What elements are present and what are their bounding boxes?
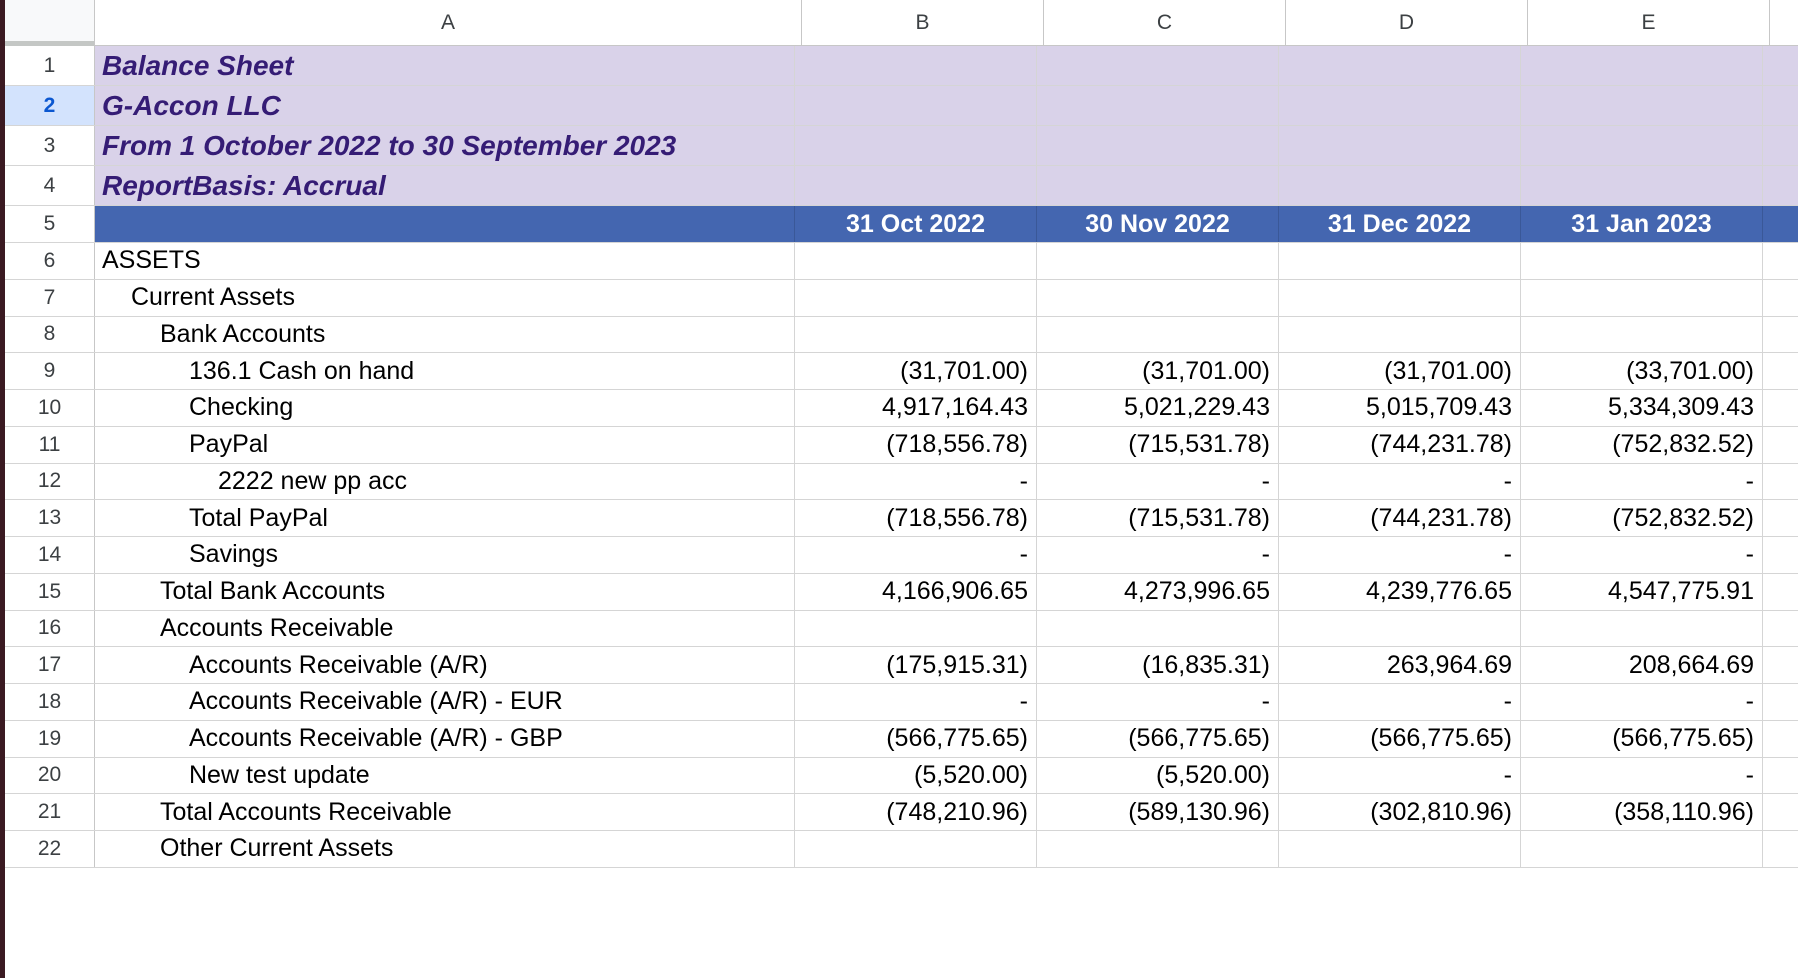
- value-cell[interactable]: (16,835.31): [1037, 647, 1279, 683]
- value-cell[interactable]: (752,832.52): [1521, 427, 1763, 463]
- sheet-row: [5, 427, 1798, 464]
- sheet-row: [5, 574, 1798, 611]
- column-header-e[interactable]: E: [1528, 0, 1770, 46]
- title-cell[interactable]: Balance Sheet: [95, 46, 795, 85]
- date-header-cell[interactable]: 31 Jan 2023: [1521, 206, 1763, 242]
- value-cell[interactable]: [1037, 280, 1279, 316]
- sheet-row: [5, 166, 1798, 206]
- cell-overflow: [1763, 46, 1798, 85]
- row-header[interactable]: 13: [5, 500, 95, 536]
- value-cell[interactable]: (358,110.96): [1521, 794, 1763, 830]
- row-header[interactable]: 5: [5, 206, 95, 242]
- cell-overflow: [1763, 206, 1798, 242]
- cell-overflow: [1763, 317, 1798, 353]
- account-label-cell[interactable]: Savings: [95, 537, 795, 573]
- cell[interactable]: [795, 166, 1037, 205]
- value-cell[interactable]: [1521, 280, 1763, 316]
- cell[interactable]: [1279, 46, 1521, 85]
- account-label-cell[interactable]: 2222 new pp acc: [95, 464, 795, 500]
- value-cell[interactable]: (175,915.31): [795, 647, 1037, 683]
- sheet-row: [5, 243, 1798, 280]
- value-cell[interactable]: [1037, 831, 1279, 867]
- value-cell[interactable]: [1279, 611, 1521, 647]
- value-cell[interactable]: -: [1279, 537, 1521, 573]
- value-cell[interactable]: -: [795, 537, 1037, 573]
- cell-overflow: [1763, 721, 1798, 757]
- cell-overflow: [1763, 537, 1798, 573]
- sheet-row: [5, 611, 1798, 648]
- value-cell[interactable]: -: [1279, 684, 1521, 720]
- value-cell[interactable]: 4,239,776.65: [1279, 574, 1521, 610]
- value-cell[interactable]: [795, 831, 1037, 867]
- column-header-a[interactable]: A: [95, 0, 802, 46]
- row-header[interactable]: 4: [5, 166, 95, 205]
- cell[interactable]: [1521, 166, 1763, 205]
- value-cell[interactable]: (744,231.78): [1279, 427, 1521, 463]
- sheet-row: [5, 831, 1798, 868]
- value-cell[interactable]: [1279, 831, 1521, 867]
- value-cell[interactable]: (718,556.78): [795, 500, 1037, 536]
- cell[interactable]: [795, 86, 1037, 125]
- value-cell[interactable]: -: [1521, 464, 1763, 500]
- account-label-cell[interactable]: Total PayPal: [95, 500, 795, 536]
- value-cell[interactable]: [795, 317, 1037, 353]
- date-header-cell[interactable]: 30 Nov 2022: [1037, 206, 1279, 242]
- cell[interactable]: [1279, 166, 1521, 205]
- value-cell[interactable]: (566,775.65): [795, 721, 1037, 757]
- column-header-bar: [5, 0, 1798, 46]
- value-cell[interactable]: [795, 611, 1037, 647]
- sheet-row: [5, 206, 1798, 243]
- cell-overflow: [1763, 831, 1798, 867]
- value-cell[interactable]: -: [1037, 684, 1279, 720]
- value-cell[interactable]: [1521, 243, 1763, 279]
- value-cell[interactable]: [1037, 611, 1279, 647]
- row-header[interactable]: 3: [5, 126, 95, 165]
- header-label-cell[interactable]: [95, 206, 795, 242]
- sheet-row: [5, 353, 1798, 390]
- select-all-corner[interactable]: [5, 0, 95, 46]
- title-cell[interactable]: ReportBasis: Accrual: [95, 166, 795, 205]
- cell-overflow: [1763, 126, 1798, 165]
- value-cell[interactable]: (33,701.00): [1521, 353, 1763, 389]
- sheet-row: [5, 721, 1798, 758]
- row-header[interactable]: 9: [5, 353, 95, 389]
- sheet-row: [5, 647, 1798, 684]
- cell-overflow: [1763, 390, 1798, 426]
- row-header[interactable]: 20: [5, 758, 95, 794]
- value-cell[interactable]: (744,231.78): [1279, 500, 1521, 536]
- sheet-row: [5, 500, 1798, 537]
- row-header[interactable]: 15: [5, 574, 95, 610]
- sheet-row: [5, 46, 1798, 86]
- cell-overflow: [1763, 684, 1798, 720]
- value-cell[interactable]: 4,273,996.65: [1037, 574, 1279, 610]
- cell[interactable]: [1521, 126, 1763, 165]
- sheet-row: [5, 464, 1798, 501]
- value-cell[interactable]: -: [1279, 758, 1521, 794]
- value-cell[interactable]: -: [1279, 464, 1521, 500]
- value-cell[interactable]: 5,021,229.43: [1037, 390, 1279, 426]
- value-cell[interactable]: (566,775.65): [1279, 721, 1521, 757]
- value-cell[interactable]: (31,701.00): [1279, 353, 1521, 389]
- cell-overflow: [1763, 86, 1798, 125]
- cell-overflow: [1763, 500, 1798, 536]
- column-header-b[interactable]: B: [802, 0, 1044, 46]
- cell-overflow: [1763, 353, 1798, 389]
- value-cell[interactable]: (715,531.78): [1037, 500, 1279, 536]
- cell-overflow: [1763, 166, 1798, 205]
- sheet-row: [5, 390, 1798, 427]
- column-header-d[interactable]: D: [1286, 0, 1528, 46]
- sheet-row: [5, 794, 1798, 831]
- value-cell[interactable]: 4,547,775.91: [1521, 574, 1763, 610]
- row-header[interactable]: 2: [5, 86, 95, 125]
- value-cell[interactable]: 263,964.69: [1279, 647, 1521, 683]
- sheet-row: [5, 86, 1798, 126]
- sheet-row: [5, 317, 1798, 354]
- cell-overflow: [1763, 574, 1798, 610]
- row-header[interactable]: 11: [5, 427, 95, 463]
- row-header[interactable]: 6: [5, 243, 95, 279]
- value-cell[interactable]: (715,531.78): [1037, 427, 1279, 463]
- sheet-row: [5, 537, 1798, 574]
- value-cell[interactable]: (752,832.52): [1521, 500, 1763, 536]
- value-cell[interactable]: 4,917,164.43: [795, 390, 1037, 426]
- value-cell[interactable]: 4,166,906.65: [795, 574, 1037, 610]
- cell-overflow: [1763, 427, 1798, 463]
- value-cell[interactable]: [1521, 317, 1763, 353]
- title-cell[interactable]: From 1 October 2022 to 30 September 2023: [95, 126, 795, 165]
- cell-overflow: [1763, 243, 1798, 279]
- value-cell[interactable]: -: [1521, 758, 1763, 794]
- value-cell[interactable]: (566,775.65): [1521, 721, 1763, 757]
- row-header[interactable]: 1: [5, 46, 95, 85]
- value-cell[interactable]: -: [1037, 537, 1279, 573]
- value-cell[interactable]: (566,775.65): [1037, 721, 1279, 757]
- cell[interactable]: [1279, 86, 1521, 125]
- row-header[interactable]: 10: [5, 390, 95, 426]
- account-label-cell[interactable]: Other Current Assets: [95, 831, 795, 867]
- value-cell[interactable]: (5,520.00): [1037, 758, 1279, 794]
- window-edge: [0, 0, 5, 978]
- row-header[interactable]: 19: [5, 721, 95, 757]
- account-label-cell[interactable]: 136.1 Cash on hand: [95, 353, 795, 389]
- value-cell[interactable]: 5,334,309.43: [1521, 390, 1763, 426]
- sheet-row: [5, 758, 1798, 795]
- row-header[interactable]: 7: [5, 280, 95, 316]
- cell-overflow: [1763, 464, 1798, 500]
- cell[interactable]: [1279, 126, 1521, 165]
- account-label-cell[interactable]: Accounts Receivable (A/R): [95, 647, 795, 683]
- value-cell[interactable]: -: [1521, 537, 1763, 573]
- row-header[interactable]: 14: [5, 537, 95, 573]
- value-cell[interactable]: [1279, 243, 1521, 279]
- cell-overflow: [1763, 758, 1798, 794]
- account-label-cell[interactable]: New test update: [95, 758, 795, 794]
- account-label-cell[interactable]: Accounts Receivable (A/R) - GBP: [95, 721, 795, 757]
- value-cell[interactable]: (31,701.00): [1037, 353, 1279, 389]
- date-header-cell[interactable]: 31 Dec 2022: [1279, 206, 1521, 242]
- value-cell[interactable]: -: [1037, 464, 1279, 500]
- value-cell[interactable]: [795, 280, 1037, 316]
- date-header-cell[interactable]: 31 Oct 2022: [795, 206, 1037, 242]
- cell[interactable]: [1037, 166, 1279, 205]
- column-header-c[interactable]: C: [1044, 0, 1286, 46]
- account-label-cell[interactable]: Checking: [95, 390, 795, 426]
- cell[interactable]: [795, 46, 1037, 85]
- value-cell[interactable]: [1279, 280, 1521, 316]
- value-cell[interactable]: (748,210.96): [795, 794, 1037, 830]
- cell[interactable]: [1037, 46, 1279, 85]
- value-cell[interactable]: [1037, 317, 1279, 353]
- row-header[interactable]: 22: [5, 831, 95, 867]
- value-cell[interactable]: -: [795, 464, 1037, 500]
- cell-overflow: [1763, 794, 1798, 830]
- row-header[interactable]: 8: [5, 317, 95, 353]
- cell[interactable]: [1521, 46, 1763, 85]
- account-label-cell[interactable]: Total Accounts Receivable: [95, 794, 795, 830]
- account-label-cell[interactable]: PayPal: [95, 427, 795, 463]
- sheet-row: [5, 280, 1798, 317]
- cell-overflow: [1763, 647, 1798, 683]
- value-cell[interactable]: [1521, 831, 1763, 867]
- cell[interactable]: [1037, 86, 1279, 125]
- account-label-cell[interactable]: Accounts Receivable: [95, 611, 795, 647]
- grid-rows: [5, 46, 1798, 868]
- cell-overflow: [1763, 611, 1798, 647]
- cell[interactable]: [795, 126, 1037, 165]
- row-header[interactable]: 21: [5, 794, 95, 830]
- value-cell[interactable]: (5,520.00): [795, 758, 1037, 794]
- value-cell[interactable]: [1521, 611, 1763, 647]
- spreadsheet-grid: [5, 0, 1798, 978]
- value-cell[interactable]: [1037, 243, 1279, 279]
- value-cell[interactable]: -: [795, 684, 1037, 720]
- value-cell[interactable]: 5,015,709.43: [1279, 390, 1521, 426]
- row-header[interactable]: 12: [5, 464, 95, 500]
- row-header[interactable]: 18: [5, 684, 95, 720]
- value-cell[interactable]: (31,701.00): [795, 353, 1037, 389]
- value-cell[interactable]: (302,810.96): [1279, 794, 1521, 830]
- account-label-cell[interactable]: ASSETS: [95, 243, 795, 279]
- cell[interactable]: [1521, 86, 1763, 125]
- account-label-cell[interactable]: Accounts Receivable (A/R) - EUR: [95, 684, 795, 720]
- cell-overflow: [1763, 280, 1798, 316]
- value-cell[interactable]: -: [1521, 684, 1763, 720]
- row-header[interactable]: 17: [5, 647, 95, 683]
- value-cell[interactable]: (718,556.78): [795, 427, 1037, 463]
- sheet-row: [5, 126, 1798, 166]
- value-cell[interactable]: [795, 243, 1037, 279]
- value-cell[interactable]: 208,664.69: [1521, 647, 1763, 683]
- value-cell[interactable]: [1279, 317, 1521, 353]
- row-header[interactable]: 16: [5, 611, 95, 647]
- value-cell[interactable]: (589,130.96): [1037, 794, 1279, 830]
- cell[interactable]: [1037, 126, 1279, 165]
- account-label-cell[interactable]: Bank Accounts: [95, 317, 795, 353]
- sheet-row: [5, 684, 1798, 721]
- account-label-cell[interactable]: Current Assets: [95, 280, 795, 316]
- account-label-cell[interactable]: Total Bank Accounts: [95, 574, 795, 610]
- title-cell[interactable]: G-Accon LLC: [95, 86, 795, 125]
